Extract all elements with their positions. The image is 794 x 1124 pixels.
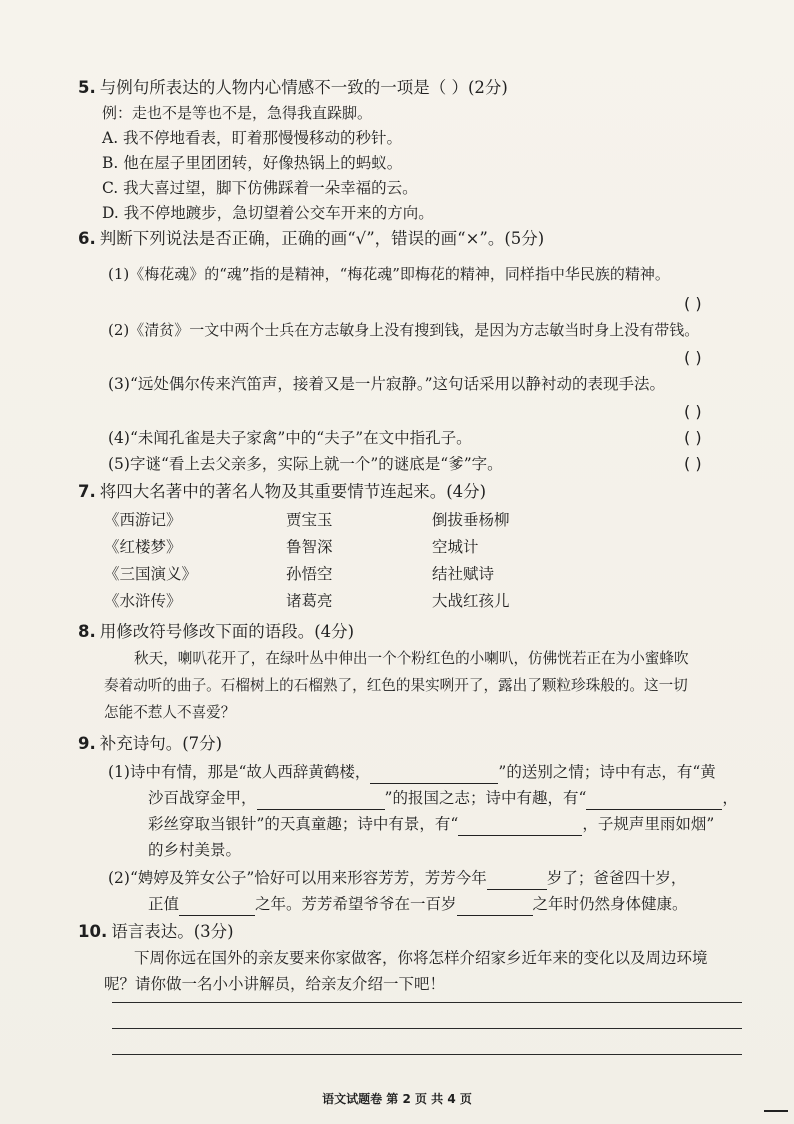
q9-blank-6[interactable] — [179, 897, 255, 916]
q9-part1-line-4: 的乡村美景。 — [148, 841, 242, 859]
q8-title: 8. 用修改符号修改下面的语段。(4分) — [78, 622, 355, 641]
q7-book-4: 《水浒传》 — [104, 592, 182, 610]
q7-book-1: 《西游记》 — [104, 511, 182, 529]
q6-item-4: (4)“未闻孔雀是夫子家禽”中的“夫子”在文中指孔子。 — [108, 429, 472, 447]
q8-passage-line-2: 奏着动听的曲子。石榴树上的石榴熟了，红色的果实咧开了，露出了颗粒珍珠般的。这一切 — [104, 677, 688, 694]
q8-passage-line-1: 秋天，喇叭花开了，在绿叶丛中伸出一个个粉红色的小喇叭，仿佛恍若正在为小蜜蜂吹 — [134, 650, 689, 667]
q7-person-4: 诸葛亮 — [286, 592, 333, 610]
q7-plot-4: 大战红孩儿 — [432, 592, 510, 610]
q10-prompt-line-1: 下周你远在国外的亲友要来你家做客，你将怎样介绍家乡近年来的变化以及周边环境 — [134, 949, 708, 967]
answer-line-3[interactable] — [112, 1054, 742, 1055]
edge-mark — [764, 1110, 788, 1112]
q9-blank-3[interactable] — [586, 791, 722, 810]
q9-part1-line-2: 沙百战穿金甲， ”的报国之志；诗中有趣，有“ ， — [148, 786, 738, 810]
q9-number: 9. — [78, 734, 96, 753]
page-footer: 语文试题卷 第 2 页 共 4 页 — [322, 1092, 472, 1106]
q9-blank-2[interactable] — [257, 791, 385, 810]
q6-item-2: (2)《清贫》一文中两个士兵在方志敏身上没有搜到钱，是因为方志敏当时身上没有带钱。 — [108, 321, 700, 339]
q6-answer-1[interactable]: ( ) — [684, 294, 702, 313]
q5-option-c: C. 我大喜过望，脚下仿佛踩着一朵幸福的云。 — [102, 179, 418, 197]
q7-plot-2: 空城计 — [432, 538, 479, 556]
q7-plot-3: 结社赋诗 — [432, 565, 495, 583]
q9-blank-1[interactable] — [370, 765, 498, 784]
q9-blank-5[interactable] — [487, 871, 547, 890]
q7-person-2: 鲁智深 — [286, 538, 333, 556]
q7-person-1: 贾宝玉 — [286, 511, 333, 529]
q6-answer-3[interactable]: ( ) — [684, 402, 702, 421]
answer-line-2[interactable] — [112, 1028, 742, 1029]
q6-answer-4[interactable]: ( ) — [684, 428, 702, 447]
q9-blank-4[interactable] — [458, 817, 582, 836]
q9-blank-7[interactable] — [457, 897, 533, 916]
q7-number: 7. — [78, 482, 96, 501]
q7-book-3: 《三国演义》 — [104, 565, 198, 583]
q6-title: 6. 判断下列说法是否正确，正确的画“√”，错误的画“×”。(5分) — [78, 229, 545, 248]
q7-plot-1: 倒拔垂杨柳 — [432, 511, 510, 529]
q6-answer-5[interactable]: ( ) — [684, 454, 702, 473]
q5-example: 例：走也不是等也不是，急得我直跺脚。 — [102, 104, 373, 122]
q5-option-b: B. 他在屋子里团团转，好像热锅上的蚂蚁。 — [102, 154, 403, 172]
q5-option-a: A. 我不停地看表，盯着那慢慢移动的秒针。 — [102, 129, 403, 147]
q9-part1-line-3: 彩丝穿取当银针”的天真童趣；诗中有景，有“ ，子规声里雨如烟” — [148, 812, 714, 836]
q6-item-5: (5)字谜“看上去父亲多，实际上就一个”的谜底是“爹”字。 — [108, 455, 503, 473]
q7-title: 7. 将四大名著中的著名人物及其重要情节连起来。(4分) — [78, 482, 487, 501]
q10-prompt-line-2: 呢？请你做一名小小讲解员，给亲友介绍一下吧！ — [104, 975, 446, 993]
q5-option-d: D. 我不停地踱步，急切望着公交车开来的方向。 — [102, 204, 434, 222]
q10-number: 10. — [78, 922, 108, 941]
q7-person-3: 孙悟空 — [286, 565, 333, 583]
q8-number: 8. — [78, 622, 96, 641]
q6-answer-2[interactable]: ( ) — [684, 348, 702, 367]
q10-title: 10. 语言表达。(3分) — [78, 922, 234, 941]
q9-title: 9. 补充诗句。(7分) — [78, 734, 223, 753]
q6-number: 6. — [78, 229, 96, 248]
q7-book-2: 《红楼梦》 — [104, 538, 182, 556]
q5-title: 5. 与例句所表达的人物内心情感不一致的一项是（ ）(2分) — [78, 78, 508, 97]
q6-item-1: (1)《梅花魂》的“魂”指的是精神，“梅花魂”即梅花的精神，同样指中华民族的精神。 — [108, 265, 670, 283]
answer-line-1[interactable] — [112, 1002, 742, 1003]
q6-item-3: (3)“远处偶尔传来汽笛声，接着又是一片寂静。”这句话采用以静衬动的表现手法。 — [108, 375, 666, 393]
q9-part2-line-2: 正值 之年。芳芳希望爷爷在一百岁 之年时仍然身体健康。 — [148, 892, 688, 916]
q8-passage-line-3: 怎能不惹人不喜爱？ — [104, 704, 236, 721]
q5-number: 5. — [78, 78, 96, 97]
q9-part2-line-1: (2)“娉婷及笄女公子”恰好可以用来形容芳芳，芳芳今年 岁了；爸爸四十岁， — [108, 866, 686, 890]
q9-part1-line-1: (1)诗中有情，那是“故人西辞黄鹤楼， ”的送别之情；诗中有志，有“黄 — [108, 760, 716, 784]
